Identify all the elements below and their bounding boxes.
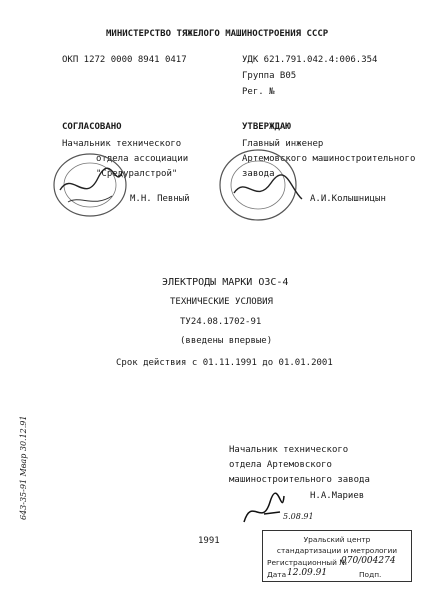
bottom-position-line1: Начальник технического bbox=[229, 445, 349, 455]
left-round-stamp bbox=[50, 150, 130, 220]
document-year: 1991 bbox=[198, 536, 220, 546]
udk-code: УДК 621.791.042.4:006.354 bbox=[242, 55, 378, 65]
reg-stamp-number-label: Регистрационный № bbox=[267, 558, 347, 567]
okp-code: ОКП 1272 0000 8941 0417 bbox=[62, 55, 187, 65]
reg-number-label: Рег. № bbox=[242, 87, 275, 97]
ministry-heading: МИНИСТЕРСТВО ТЯЖЕЛОГО МАШИНОСТРОЕНИЯ СССР bbox=[106, 29, 329, 39]
group-code: Группа В05 bbox=[242, 71, 297, 81]
agreed-organization: "Средуралстрой" bbox=[96, 169, 178, 179]
document-title: ЭЛЕКТРОДЫ МАРКИ ОЗС-4 bbox=[162, 277, 289, 288]
reg-stamp-sign-label: Подп. bbox=[359, 570, 382, 579]
agreed-title: СОГЛАСОВАНО bbox=[62, 122, 122, 132]
bottom-signer-name: Н.А.Мариев bbox=[310, 491, 365, 501]
approved-position-line2: Артемовского машиностроительного bbox=[242, 154, 416, 164]
registration-stamp bbox=[262, 530, 412, 582]
reg-stamp-line1: Уральский центр bbox=[303, 535, 371, 544]
reg-stamp-line2: стандартизации и метрологии bbox=[276, 546, 398, 555]
agreed-position-line1: Начальник технического bbox=[62, 139, 182, 149]
margin-handwritten-note: 643-35-91 Мвар 30.12.91 bbox=[19, 415, 28, 520]
right-round-stamp bbox=[216, 145, 306, 225]
bottom-position-line3: машиностроительного завода bbox=[229, 475, 370, 485]
bottom-signature bbox=[240, 488, 305, 530]
approved-title: УТВЕРЖДАЮ bbox=[242, 122, 291, 132]
approved-position-line1: Главный инженер bbox=[242, 139, 324, 149]
validity-period: Срок действия с 01.11.1991 до 01.01.2001 bbox=[116, 358, 333, 368]
agreed-position-line2: отдела ассоциации bbox=[96, 154, 189, 164]
agreed-signer-name: М.Н. Певный bbox=[130, 194, 190, 204]
reg-stamp-date: 12.09.91 bbox=[287, 568, 328, 578]
document-code: ТУ24.08.1702-91 bbox=[180, 317, 262, 327]
approved-signer-name: А.И.Колышницын bbox=[310, 194, 386, 204]
bottom-position-line2: отдела Артемовского bbox=[229, 460, 332, 470]
document-status: (введены впервые) bbox=[180, 336, 273, 346]
bottom-signature-date: 5.08.91 bbox=[283, 512, 314, 521]
reg-stamp-number: 070/004274 bbox=[341, 556, 396, 566]
approved-position-line3: завода bbox=[242, 169, 275, 179]
reg-stamp-date-label: Дата bbox=[267, 570, 287, 579]
document-subtitle: ТЕХНИЧЕСКИЕ УСЛОВИЯ bbox=[170, 297, 273, 307]
